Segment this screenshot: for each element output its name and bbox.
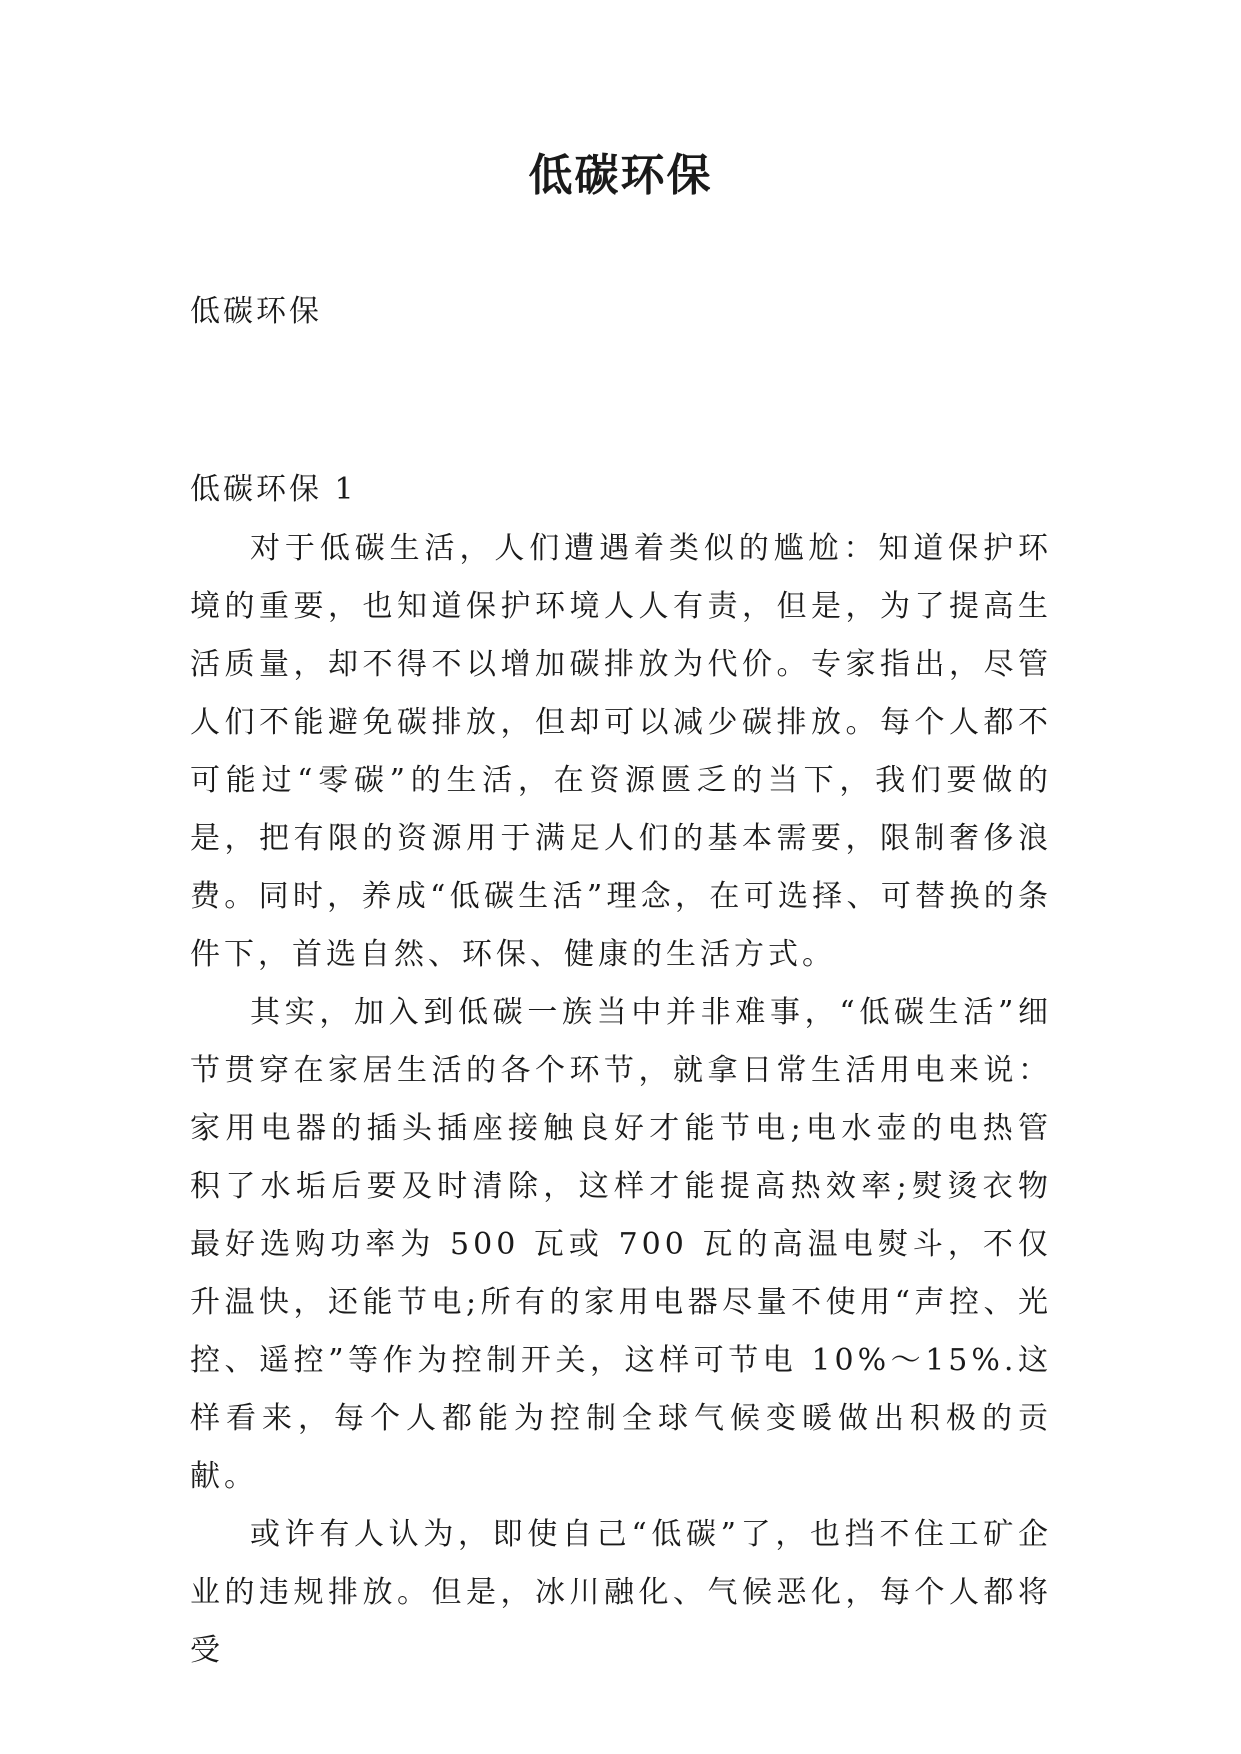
paragraph-1: 对于低碳生活，人们遭遇着类似的尴尬：知道保护环境的重要，也知道保护环境人人有责，但是，为了提高生活质量，却不得不以增加碳排放为代价。专家指出，尽管人们不能避免碳排放，但却可以减少碳排放。每个人都不可能过“零碳”的生活，在资源匮乏的当下，我们要做的是，把有限的资源用于满足人们的基本需要，限制奢侈浪费。同时，养成“低碳生活”理念，在可选择、可替换的条件下，首选自然、环保、健康的生活方式。 xyxy=(190,531,1052,972)
document-body xyxy=(190,520,1052,1680)
section-heading: 低碳环保 1 xyxy=(190,472,357,507)
document-subtitle: 低碳环保 xyxy=(190,294,322,329)
paragraph-3: 或许有人认为，即使自己“低碳”了，也挡不住工矿企业的违规排放。但是，冰川融化、气候恶化，每个人都将受 xyxy=(190,1517,1052,1668)
page-title: 低碳环保 xyxy=(528,150,713,201)
paragraph-2: 其实，加入到低碳一族当中并非难事，“低碳生活”细节贯穿在家居生活的各个环节，就拿日常生活用电来说：家用电器的插头插座接触良好才能节电;电水壶的电热管积了水垢后要及时清除，这样才能提高热效率;熨烫衣物最好选购功率为 500 瓦或 700 瓦的高温电熨斗，不仅升温快，还能节电;所有的家用电器尽量不使用“声控、光控、遥控”等作为控制开关，这样可节电 10%～15%.这样看来，每个人都能为控制全球气候变暖做出积极的贡献。 xyxy=(190,995,1052,1494)
